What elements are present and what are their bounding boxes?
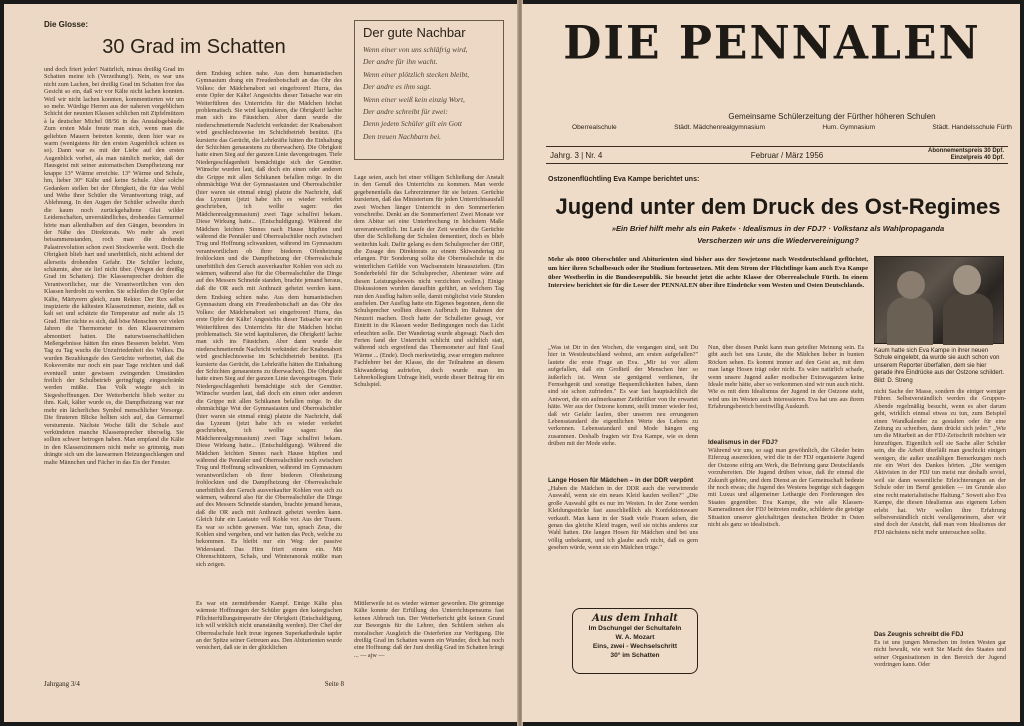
contents-box (572, 608, 698, 674)
contents-item: W. A. Mozart (615, 634, 655, 641)
poem-line: Der andre es ihm sagt. (363, 82, 432, 92)
body-column-3-wrap (874, 388, 1006, 684)
contents-item: Eins, zwei - Wechselschritt (592, 643, 678, 650)
price-single: Einzelpreis 40 Dpf. (950, 155, 1004, 161)
text-column-3: Lage seien, auch bei einer völligen Schließung der Anstalt in den Genuß des Unterrichts zu kommen. Man werde gegebenenfalls das Lehrerzimmer für sie heizen. Gerüchte kursierten, daß das Ministerium für jeden Unterrichtsausfall zwei Wochen länger Unterricht in den Sommerferien vorschreibe. Denkt an die Sommerferien! Zwei Monate vor dem Abitur sei eine Unterbrechung in höchstem Maße unverantwortlich. Im Laufe der Zeit wurden die Gerüchte über die Schließung der Schulen dementiert, doch es blieb weiterhin kalt. Dafür gelang es dem Schulsprecher der OBF, die Zusage des Direktorats zu einem Skiwandertag zu erlangen. Für Sonderung sollte die Oberrealschule in die winterlichen Gefilde von Wachsenstein hinausziehen. (Ein Sonderbefehl für die Schulsprecher, Abenteuer wäre auf diesen Leistungsbeweis nicht verzichten wollen.) Einige Diskussionen wurden daraufhin geführt, an welchem Tag nun den Ausflug halten solle, damit möglichst viele Stunden ausfielen. Der Ausflug hatte ein Eigenes begonnen, denn die Schulsprecher wollten diesen Aufbruch im Rahmen der Neuzeit machen. Doch hatte der Schulleiter gesagt, vor Eintritt in die Klassen weder Bedingungen noch das Licht erleuchten solle. Der Wandertag wurde abgesagt. Nach den Ferien fand der Unterricht schlicht und sichtlich statt, während sich ergreifend das Thermometer auf fünf Grad Wärme ... (Ende). Doch merkwürdig, zwar erregten mehrere Fachlehrer bei der Klasse, die der Teilnahme an diesem Skiwandertag aufriefen, doch wurde man im Lehrerkollegium Unfrage hielt, wurde dieser Beitrag für ein Schulspiel. (354, 174, 504, 389)
school-name: Städt. Mädchenrealgymnasium (674, 124, 765, 131)
footer-page-number: Seite 8 (324, 680, 344, 688)
deck-line: »Ein Brief hilft mehr als ein Paket« · Idealismus in der FDJ? · Volkstanz als Wahlpropaganda (611, 224, 945, 233)
text-column-2c: Es war ein zermürbender Kampf. Einige Kälte plus wärmste Hoffnungen der Schüler gegen den katergischen Pflichterfüllungsimperativ der Obrigkeit (Entschuldigung, ich will wirklich nicht unanständig werden). Der Chef der Oberrealschule hielt treue irgenen Superkathedrale tapfer an der Spitze seiner Getreuen aus. Den Abiturienten wurde versichert, daß sie in der glücklichen (196, 600, 342, 652)
rubric: Die Glosse: (44, 20, 89, 29)
school-name: Hum. Gymnasium (822, 124, 876, 131)
footer-volume: Jahrgang 3/4 (44, 680, 80, 688)
body-column-1b-wrap (548, 474, 698, 602)
masthead-subtitle: Gemeinsame Schülerzeitung der Fürther höheren Schulen (728, 112, 936, 121)
contents-item: Im Dschungel der Schultafeln (588, 625, 682, 632)
masthead: DIE PENNALEN (563, 16, 981, 71)
body-column-1: „Was ist Dir in den Wochen, die vergangen sind, seit Du hier in Westdeutschland wohnst, am ersten aufgefallen?" lautete die erste Frage an Eva. „Mir ist vor allem aufgefallen, daß ein Großteil der Menschen hier so äußerlich ist. Wenn sie genügend verdienen, ihr Fernsehgerät und sonstige Bequemlichkeiten haben, dann sind sie schon zufrieden." Es war fast hauptsächlich die Antwort, die ein aufmerksamer Zeitkritiker von ihr erwartet hätte. Wer aus der Ostzone kommt, stellt immer wieder fest, daß wir Gefahr laufen, über unseren neu errungenen Lebensstandard die eigentlichen Werte des Lebens zu verkennen. Lebensstandard und Mode hängen eng zusammen. Deshalb fragten wir Eva Kampe, wie es denn drüben mit der Mode stehe. (548, 344, 698, 448)
poem-box (354, 20, 504, 160)
kicker: Ostzonenflüchtling Eva Kampe berichtet uns: (548, 176, 700, 183)
issue-number: Jahrg. 3 | Nr. 4 (550, 150, 603, 160)
poem-line: Denn jedem Schüler gilt ein Gott (363, 119, 462, 129)
contents-item: 30° im Schatten (610, 652, 660, 659)
interview-photo (874, 256, 1004, 344)
body-column-3b: Es ist uns jungen Menschen im freien Westen gar nicht bewußt, wie weit Sie Macht des Staates und seiner Organisationen in den Bereich der Jugend vordringen kann. Oder (874, 639, 1006, 669)
right-page (522, 4, 1020, 722)
text-column-3b: Mittlerweile ist es wieder wärmer geworden. Die grimmige Kälte konnte der Erfüllung des Unterrichtspensums fast keinen Abbruch tun. Der Wetterbericht gibt keinen Grund zur Besorgnis für die Lehrer, den Schülern stehen als moralischer Ausgleich die Osterferien zur Verfügung. Die dreißig Grad im Schatten waren ein Wunder, doch hat noch eine Hoffnung: daß der Juni dreißig Grad im Schatten bringt ... — ajw — (354, 600, 504, 659)
price-subscription: Abonnementspreis 30 Dpf. (927, 148, 1004, 154)
poem-line: Den treuen Nachbarn bei. (363, 131, 442, 141)
subheading: Lange Hosen für Mädchen – in der DDR verpönt (548, 477, 694, 484)
price-info (878, 148, 1008, 162)
issue-date: Februar / März 1956 (750, 150, 824, 160)
text-column-2b: dem Endsieg schien nahe. Aus dem humanistischen Gymnasium drang ein Freudenbotschaft an das Ohr des Volkes: der Mädchenabort sei eingefroren! Hurra, das erste Opfer der Kälte! Angesichts dieser Tatsache war ein Weiterführen des Unterrichts für die Mädchen höchst problematisch. Sie wird kapitulieren, die Obrigkeit! lachte man sich ins Fäustchen. Aber dann wurde die niederschmetternde Nachricht verkündet: der Knabenabort wird geschlechtsweise im Schichtbetrieb benützt. (Es kursierte das Gerücht, die Lehrkräfte hätten die Einhaltung der Schichten genauestens zu überwachen). Die Obrigkeit hatte einen Sieg auf der ganzen Linie davongetragen. Tiefe Niedergeschlagenheit bemächtigte sich der Gemüter. Wünsche wurden laut, daß doch ein einen oder anderen die Grippe mit allen Schikanen befallen möge. In die ohnmächtige Wut der Gymnasiasten und Oberrealschüler (hier waren sie einmal einig) platzte die Nachricht, daß das Lyzeum (jetzt habe ich es wieder verkehrt geschrieben, ich wollte sagen: das Mädchenrealgymnasium) zwei Tage schulfrei bekam. Diese Wirkung hatte... (Entschuldigung). Während die Mädchen leichten Sinnes nach Hause hüpften und während die Pennäler und Oberrealschüler noch zwischen Trug und Hoffnung schwankten, während im Gymnasium verantwortlichen ob ihrer biederen Ofenheizung frohlockten und die Dampfheizung der Oberrealschule unerbittlich den Geruch ausverkaufter Kohlen von sich zu wärmen, während also für die Oberrealschüler die Dinge auf des Messers Schneide standen, brachte jemand heraus, daß die OR auch mit Anthrazit geheizt werden kann. Gleich fuhr ein Lastauto voll Kohle vor. Aus der Traum. Es war so schön gewesen. War tun, sprach Zeus, die Kohlen sind vergeben, und wir hatten das Pech, welche zu bekommen. Es bleibt nur ein Weg: der passive Widerstand. Das Hirn friert einem ein. Mit Ohrenschützern, Schals, und Winteranorak müßte man sich zeigen. (196, 294, 342, 568)
poem-line: Wenn einer von uns schläfrig wird, (363, 45, 468, 54)
body-column-2: Nun, über diesen Punkt kann man geteilter Meinung sein. Es gibt auch bei uns Leute, die die Mädchen lieber in bunten Röcken sehen. Es kommt immer auf den Geist an, mit dem man lange Hosen trägt oder nicht. Es wäre natürlich schade, wenn unsere Jugend außer modischer Extravaganzen keine Ideale mehr hätte, aber so verkommen sind wir nun auch nicht. Wie es mit dem Idealismus der Jugend in der Ostzone steht, wird uns im Westen auch interessieren. Eva hat uns aus ihrem Erfahrungsbereich bereitwillig Auskunft. (708, 344, 864, 411)
photo-caption: Kaum hatte sich Eva Kampe in ihrer neuen Schule eingelebt, da wurde sie auch schon von unserem Reporter überfallen, dem sie hier gerade ihre Eindrücke aus der Ostzone schildert. Bild: D. Streng (874, 348, 1005, 384)
school-name: Städt. Handelsschule Fürth (932, 124, 1012, 131)
poem-line: Der andre für ihn wacht. (363, 57, 438, 67)
article-title: 30 Grad im Schatten (102, 36, 286, 58)
poem-line: Wenn einer plötzlich stecken bleibt, (363, 69, 470, 79)
subheading: Das Zeugnis schreibt die FDJ (874, 631, 964, 638)
body-column-2-wrap (708, 344, 864, 684)
poem-line: Der andre schreibt für zwei: (363, 107, 448, 117)
headline: Jugend unter dem Druck des Ost-Regimes (555, 194, 1001, 219)
deck-line: Verscherzen wir uns die Wiedervereinigung? (697, 236, 859, 245)
body-column-3: nicht Sache der Masse, sondern die einiger weniger Führer. Selbstverständlich werden die Gruppen-Abende regelmäßig besucht, wenn es aber darum geht, wirklich einmal etwas zu tun, zum Beispiel einen Wandkalender zu gestalten oder für eine Zeitung zu schreiben, dann drückt sich jeder." „Wie um die Mitarbeit an der FDJ-Zeitschrift möchten wir hinzufügen. Eigentlich soll sie Sache aller Schüler sein, die die Arbeit überläßt man geschickt einigen wenigen, die außer unzähligen Bemerkungen noch nie ein Wort des Dankes hörten. „Die wenigen Aktivisten in der FDJ tun meist nur deshalb soviel, weil sie dann wesentliche Erleichterungen an der Schule oder im Beruf genießen — im Grunde also eine recht materialistische Haltung." Soweit also Eva Kampe, die diesen Idealismus aus eigenem Leben erlebt hat. Wir wollen ihre Erfahrung selbstverständlich nicht verallgemeinern, aber wir sind doch der Ansicht, daß man vom Idealismus der FDJ nächstens nicht mehr untersuchen sollte. (874, 388, 1006, 536)
body-column-1b: „Haben die Mädchen in der DDR auch die verwirrende Auswahl, wenn sie ein neues Kleid kaufen wollen?" „Die große Auswahl gibt es nur im Westen. In der Zone werden Kleidungsstücke fast ausschließlich als Konfektionsware verkauft. Man kann in der Stadt viele Frauen sehen, die genau das gleiche Kleid tragen, weil sie nichts anderes zur Wahl hatten. Die langen Hosen für Mädchen sind bei uns völlig unbekannt, und ich glaube auch nicht, daß es gern gesehen würde, wenn sie ein Mädchen trüge." (548, 485, 698, 552)
school-list (572, 124, 1012, 131)
text-column-2: dem Endsieg schien nahe. Aus dem humanistischen Gymnasium drang ein Freudenbotschaft an das Ohr des Volkes: der Mädchenabort sei eingefroren! Hurra, das erste Opfer der Kälte! Angesichts dieser Tatsache war ein Weiterführen des Unterrichts für die Mädchen höchst problematisch. Sie wird kapitulieren, die Obrigkeit! lachte man sich ins Fäustchen. Aber dann wurde die niederschmetternde Nachricht verkündet: der Knabenabort wird geschlechtsweise im Schichtbetrieb benützt. (Es kursierte das Gerücht, die Lehrkräfte hätten die Einhaltung der Schichten genauestens zu überwachen). Die Obrigkeit hatte einen Sieg auf der ganzen Linie davongetragen. Tiefe Niedergeschlagenheit bemächtigte sich der Gemüter. Wünsche wurden laut, daß doch ein einen oder anderen die Grippe mit allen Schikanen befallen möge. In die ohnmächtige Wut der Gymnasiasten und Oberrealschüler (hier waren sie einmal einig) platzte die Nachricht, daß das Lyzeum (jetzt habe ich es wieder verkehrt geschrieben, ich wollte sagen: das Mädchenrealgymnasium) zwei Tage schulfrei bekam. Diese Wirkung hatte... (Entschuldigung). Während die Mädchen leichten Sinnes nach Hause hüpften und während die Pennäler und Oberrealschüler noch zwischen Trug und Hoffnung schwankten, während im Gymnasium verantwortlichen ob ihrer biederen Ofenheizung frohlockten und die Dampfheizung der Oberrealschule unerbittlich den Geruch ausverkaufter Kohlen von sich zu wärmen, während also für die Oberrealschüler die Dinge auf des Messers Schneide standen, brachte jemand heraus, daß die OR auch mit Anthrazit geheizt werden kann. (196, 70, 342, 292)
contents-title: Aus dem Inhalt (592, 613, 678, 624)
page-footer (44, 680, 344, 688)
poem-title: Der gute Nachbar (363, 25, 466, 40)
issue-bar (546, 146, 1008, 164)
subheading: Idealismus in der FDJ? (708, 439, 778, 446)
left-page (4, 4, 518, 722)
text-column-1: und doch friert jeder! Natürlich, minus dreißig Grad im Schatten meine ich (Verzeihung!). Nein, es war uns nicht zum Lachen, bei dreißig Grad im Schatten fror das Gesicht so ein, daß wir vor Kälte nicht lachen konnten. Weil wir nicht lachen konnten, kommentierten wir um so mehr. Würdige Herren aus der naheren vorgeblichen Schicht der neunten Klassen schlichen mit Zipfelmützen à la deutscher Michel 08/56 in das Anstaltsgebäude. Zum ersten Male freute man sich, wenn man die geliebten Mauern betreten konnte, denn hier war es warm (wenigstens für den ersten Augenblick schien es so). Dann war es mit der Liebe auf den ersten Augenblick vorbei, als man nämlich merkte, daß der Hausgeist mit seiner automatischen Dampfheizung nur knappe 13° Wärme erreichte. 13° Wärme und Schule, hm, lieber 30° Kälte und keine Schule. Aber solche Gedanken stellen bei der Obrigkeit, die für das Wohl und Wehe ihrer Schüler die Verantwortung trägt, auf Ablehnung. In den Augen der Schüler schwelte durch die kaum noch zurückgehaltene Glut wilder Leidenschaften, unverständliches, drohendes Gemurmel hörte man allenthalben auf den Gängen, besonders in der Nähe des Direktorats. Wo mehr als zwei beisammenstanden, roch man die drohende Palastrevolution schon zwei Stockwerke weit. Doch die Obrigkeit blieb hart und unerbittlich, nicht achtend der allerseits drohenden Gefahr. Die Schüler lechzte, schäumte, aber sie lief nicht über. (Wegen der dreißig Grad im Schatten). Die Klassensprecher drohten die Verantwortlicher, nur die Verantwortlichen von den Klassen herdroht zu werden. Sie schleifen die Opfer der Kälte, Märtyrern gleich, zum Rektor. Der Rex selbst inspizierte die kältesten Klassenzimmer, meinte, daß es kalt sei und schätzte die Temperatur auf mehr als 15 Grad. Hier rächte es sich, daß böse Menschen vor vielen Jahren die Thermometer in den Klassenzimmern abmontiert hatten. Die naturwissenschaftlichen Meßergebnisse hätten ihn eines Besseren belehrt. Vom Tag zu Tag wuchs die Unzufriedenheit des Volkes. Da wurden Bezahlungsfe des Gerüchte verbreitet, daß die Koksvorräte nur noch ein paar Tage reichten und daß eventuell unter gewissen zwingenden Umständen freilich der Schulbetrieb geringfügig eingeschränkt werden müßte. Das Volk wiegte sich in Siegeshoffnungen. Der Wetterbericht blieb weiter zu ihm. Kalt, kälter wurde es, die Dampfheizung war nur mehr ein lächerliches Symbol menschlicher Vorsorge. Die finsteren Blicke hellten sich auf, das Gemurmel verstummte. Nächste Woche fällt die Schule aus! verkündeten manche Klassensprecher überselig. Sie sollten schwer betrogen haben. Man empfand die Kälte in den Klassenzimmern nicht mehr so grimmig, man drängte sich um die lauwarmen Heizungsschlangen und malte Männchen und Fächer in das Eis der Fenster. (44, 66, 184, 466)
poem-line: Wenn einer weiß kein einzig Wort, (363, 94, 465, 104)
body-column-2b: Während wir uns, so sagt man gewöhnlich, die Glieder beim Eiferzug auszreckten, wird die in der FDJ organisierte Jugend der Ostzone eifrig am Werk, die Befreiung ganz Deutschlands vorzubereiten. Die Jugend drüben wisse, daß ihr einmal die Zukunft gehöre, und dem Dienst an der Gemeinschaft bedeute ihr noch etwas; die Jugend des Westens begnüge sich dagegen mit Luxus und allgemeiner Lethargie den Forderungen des Staates gegenüber. Eva Kampe, die wie alle Klassen-Kameradinnen der FDJ beitreten mußte, schilderte die geistige Situation unserer gleichaltrigen deutschen Brüder in Osten nicht als ganz so idealistisch. (708, 447, 864, 529)
school-name: Oberrealschule (572, 124, 617, 131)
intro-paragraph: Mehr als 8000 Oberschüler und Abiturienten sind bisher aus der Sowjetzone nach Westdeutschland geflüchtet, um hier ihren Schulbesuch oder ihr Studium fortzusetzen. Mit dem Strom der Flüchtlinge kam auch Eva Kampe über Westberlin in die Bundesrepublik. Sie besucht jetzt die achte Klasse der Oberrealschule Fürth. In einem Interview berichtet sie für die Leser der PENNALEN über ihre Eindrücke vom Westen und Osten Deutschlands. (548, 256, 868, 290)
